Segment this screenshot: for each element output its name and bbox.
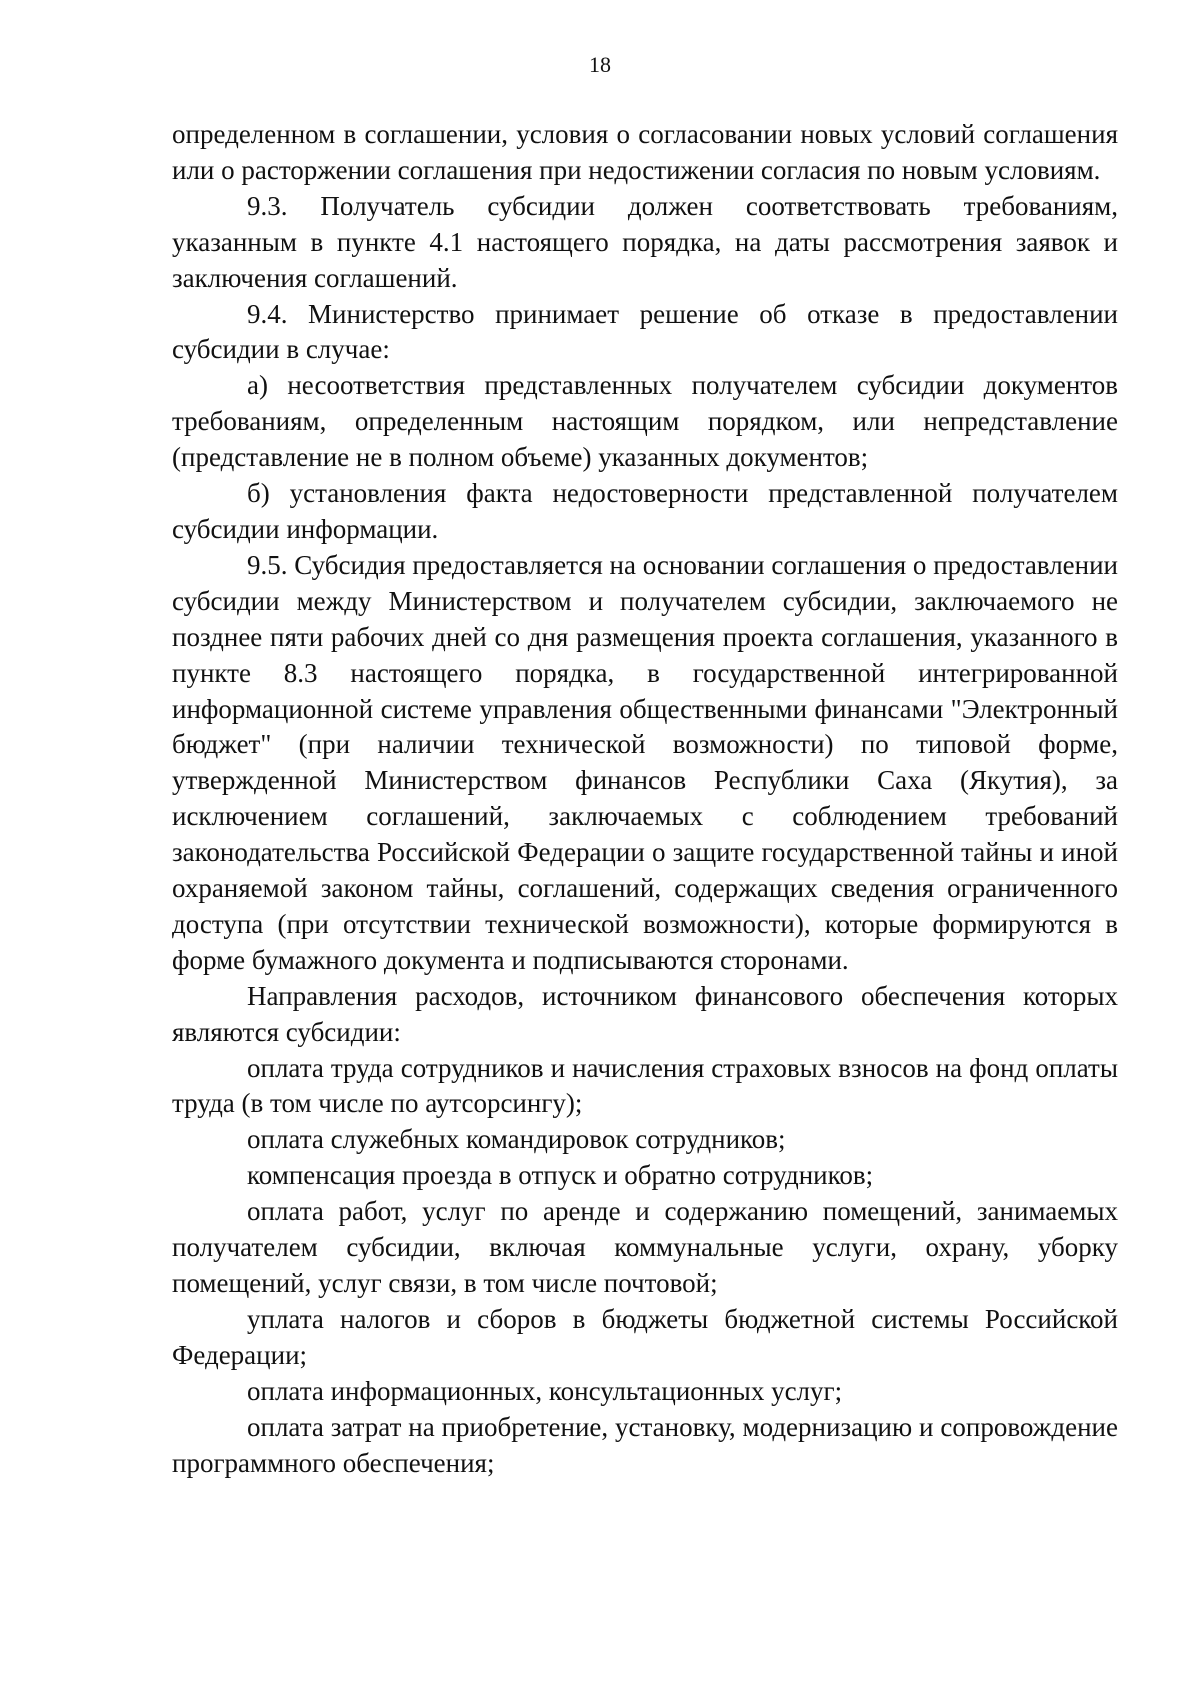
expense-item: оплата информационных, консультационных услуг;	[247, 1375, 843, 1406]
expense-item: оплата работ, услуг по аренде и содержанию помещений, занимаемых получателем субсидии, включая коммунальные услуги, охрану, уборку помещений, услуг связи, в том числе почтовой;	[172, 1196, 1118, 1298]
paragraph-9-5: 9.5. Субсидия предоставляется на основании соглашения о предоставлении субсидии между Министерством и получателем субсидии, заключаемого не позднее пяти рабочих дней со дня размещения проекта соглашения, указанного в пункте 8.3 настоящего порядка, в государственной интегрированной информационной системе управления общественными финансами "Электронный бюджет" (при наличии технической возможности) по типовой форме, утвержденной Министерством финансов Республики Саха (Якутия), за исключением соглашений, заключаемых с соблюдением требований законодательства Российской Федерации о защите государственной тайны и иной охраняемой законом тайны, соглашений, содержащих сведения ограниченного доступа (при отсутствии технической возможности), которые формируются в форме бумажного документа и подписываются сторонами.	[172, 549, 1118, 975]
paragraph-9-4: 9.4. Министерство принимает решение об отказе в предоставлении субсидии в случае:	[172, 298, 1118, 365]
expense-item: компенсация проезда в отпуск и обратно сотрудников;	[247, 1160, 874, 1191]
list-item-b: б) установления факта недостоверности представленной получателем субсидии информации.	[172, 478, 1118, 544]
paragraph-continuation: определенном в соглашении, условия о согласовании новых условий соглашения или о расторжении соглашения при недостижении согласия по новым условиям.	[172, 119, 1118, 185]
expense-item: оплата служебных командировок сотрудников;	[247, 1124, 786, 1155]
expense-item: уплата налогов и сборов в бюджеты бюджетной системы Российской Федерации;	[172, 1303, 1118, 1370]
list-item-a: а) несоответствия представленных получателем субсидии документов требованиям, определенным настоящим порядком, или непредставление (представление не в полном объеме) указанных документов;	[172, 370, 1118, 473]
paragraph-9-3: 9.3. Получатель субсидии должен соответствовать требованиям, указанным в пункте 4.1 настоящего порядка, на даты рассмотрения заявок и заключения соглашений.	[172, 190, 1118, 293]
expense-item: оплата труда сотрудников и начисления страховых взносов на фонд оплаты труда (в том числе по аутсорсингу);	[172, 1052, 1118, 1119]
expense-item: оплата затрат на приобретение, установку, модернизацию и сопровождение программного обеспечения;	[172, 1411, 1118, 1478]
document-body	[172, 117, 1118, 1481]
paragraph-expense-directions: Направления расходов, источником финансового обеспечения которых являются субсидии:	[172, 980, 1118, 1047]
page-number: 18	[589, 52, 611, 77]
